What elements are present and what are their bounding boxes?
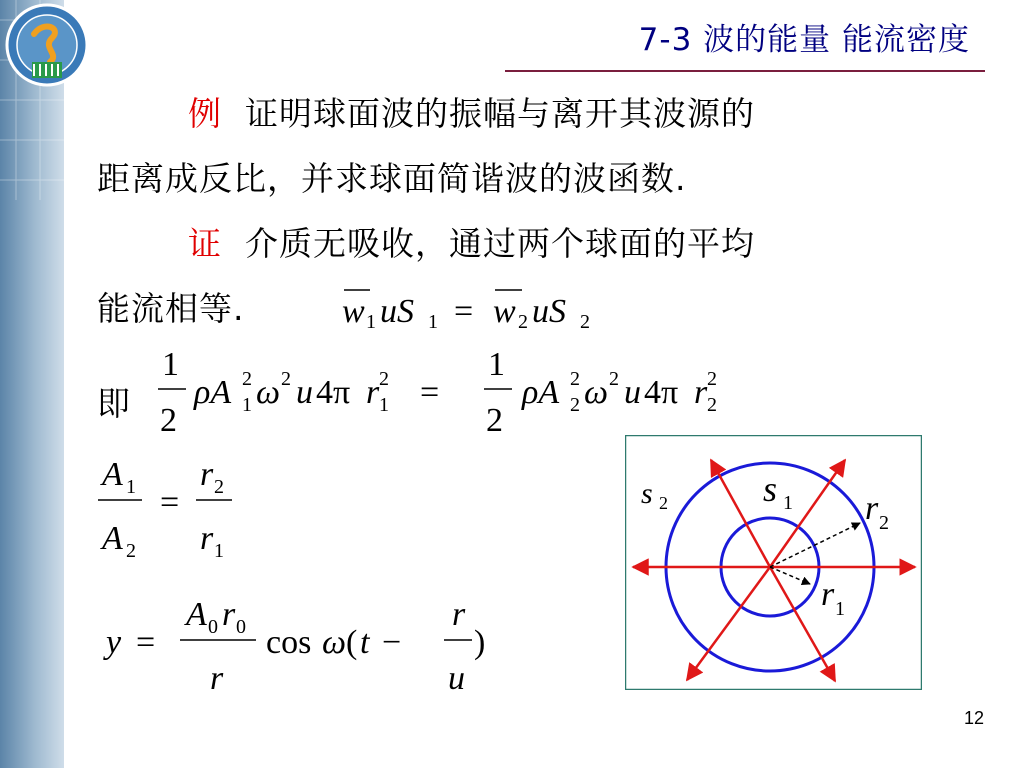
- svg-text:t: t: [360, 624, 370, 661]
- label-r1-sub: 1: [835, 598, 845, 620]
- equation-ratio: [90, 445, 260, 570]
- svg-text:2: 2: [281, 368, 291, 390]
- svg-text:r: r: [452, 596, 466, 633]
- svg-text:u: u: [448, 660, 465, 697]
- label-s2: s: [641, 477, 653, 510]
- label-r2: r: [865, 490, 879, 527]
- svg-text:1: 1: [428, 311, 438, 333]
- svg-text:1: 1: [488, 346, 505, 383]
- svg-text:y: y: [106, 624, 122, 661]
- example-label: 例: [188, 94, 222, 133]
- svg-text:uS: uS: [380, 293, 414, 330]
- svg-text:2: 2: [570, 394, 580, 416]
- page-number: 12: [963, 708, 984, 728]
- label-r2-sub: 2: [879, 512, 889, 534]
- sidebar-decoration: [0, 0, 64, 768]
- svg-text:ω: ω: [584, 374, 609, 411]
- svg-text:r: r: [222, 596, 236, 633]
- equation-wave-function: [100, 585, 520, 700]
- proof-text-2: 能流相等.: [97, 289, 245, 328]
- label-r1: r: [821, 576, 835, 613]
- svg-text:u: u: [296, 374, 313, 411]
- svg-text:uS: uS: [532, 293, 566, 330]
- example-line-1: [188, 88, 755, 135]
- example-text-2: 距离成反比，并求球面简谐波的波函数.: [97, 159, 687, 198]
- svg-text:2: 2: [242, 368, 252, 390]
- example-text-1: 证明球面波的振幅与离开其波源的: [244, 94, 755, 133]
- proof-text-1: 介质无吸收，通过两个球面的平均: [244, 224, 755, 263]
- svg-text:2: 2: [707, 368, 717, 390]
- svg-text:=: =: [420, 374, 440, 411]
- title-underline: [505, 70, 985, 72]
- svg-text:(: (: [346, 624, 358, 661]
- svg-text:w: w: [342, 293, 365, 330]
- svg-text:−: −: [382, 624, 402, 661]
- svg-text:A: A: [102, 520, 123, 557]
- svg-text:w: w: [493, 293, 516, 330]
- svg-text:=: =: [454, 293, 474, 330]
- label-s1: s: [763, 469, 778, 509]
- svg-text:r: r: [210, 660, 224, 697]
- proof-label: 证: [188, 224, 222, 263]
- label-s2-sub: 2: [659, 493, 668, 513]
- svg-text:r: r: [366, 374, 380, 411]
- svg-text:2: 2: [570, 368, 580, 390]
- svg-text:ω: ω: [322, 624, 347, 661]
- label-s1-sub: 1: [783, 492, 793, 514]
- svg-text:2: 2: [379, 368, 389, 390]
- equation-amplitude-radius: [150, 335, 790, 445]
- slide-title: 7-3 波的能量 能流密度: [638, 22, 970, 58]
- therefore-label: 即: [97, 384, 131, 423]
- proof-line-1: [188, 218, 755, 265]
- svg-text:1: 1: [126, 476, 136, 498]
- spherical-wave-figure: [625, 435, 922, 690]
- svg-text:=: =: [160, 484, 180, 521]
- svg-text:A: A: [102, 456, 123, 493]
- svg-text:=: =: [136, 624, 156, 661]
- svg-text:1: 1: [162, 346, 179, 383]
- svg-text:ρA: ρA: [194, 374, 232, 411]
- university-logo-icon: [4, 2, 90, 88]
- svg-text:r: r: [694, 374, 708, 411]
- svg-text:2: 2: [486, 402, 503, 439]
- svg-text:2: 2: [518, 311, 528, 333]
- svg-text:ρA: ρA: [522, 374, 560, 411]
- svg-text:1: 1: [242, 394, 252, 416]
- svg-text:r: r: [200, 456, 214, 493]
- svg-text:cos: cos: [266, 624, 312, 661]
- svg-text:ω: ω: [256, 374, 281, 411]
- svg-text:4π: 4π: [644, 374, 679, 411]
- svg-text:2: 2: [160, 402, 177, 439]
- svg-text:u: u: [624, 374, 641, 411]
- svg-text:0: 0: [208, 616, 218, 638]
- svg-text:4π: 4π: [316, 374, 351, 411]
- svg-text:2: 2: [126, 540, 136, 562]
- svg-text:2: 2: [707, 394, 717, 416]
- svg-text:A: A: [186, 596, 207, 633]
- equation-energy-flow: [330, 278, 610, 338]
- svg-text:1: 1: [379, 394, 389, 416]
- svg-text:r: r: [200, 520, 214, 557]
- svg-text:): ): [474, 624, 486, 661]
- svg-text:1: 1: [214, 540, 224, 562]
- svg-text:2: 2: [580, 311, 590, 333]
- svg-text:0: 0: [236, 616, 246, 638]
- svg-text:2: 2: [609, 368, 619, 390]
- svg-text:2: 2: [214, 476, 224, 498]
- svg-text:1: 1: [366, 311, 376, 333]
